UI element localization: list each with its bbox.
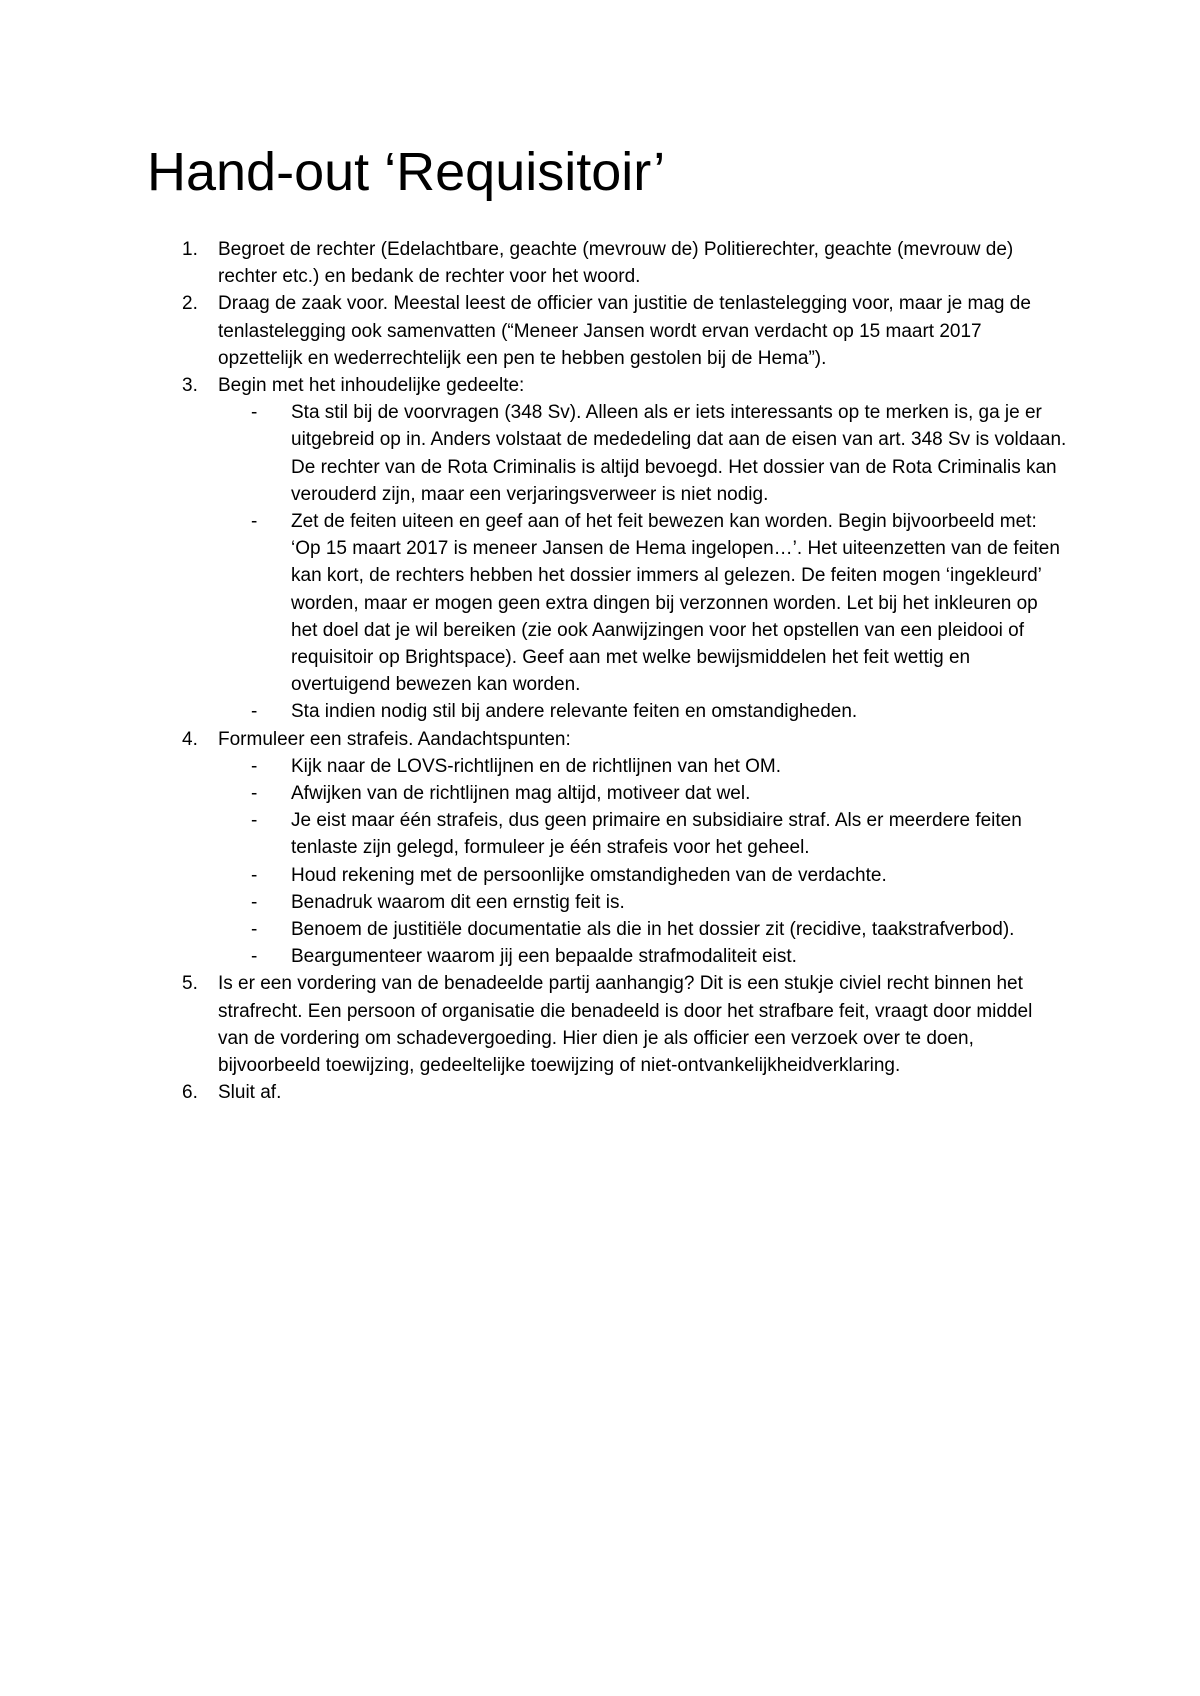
dash-bullet-icon: - [251,701,258,723]
list-item-number: 1. [182,239,198,260]
list-item-number: 5. [182,973,198,995]
sub-list-item [147,807,1067,861]
sub-list-item [147,943,1067,970]
dash-bullet-icon: - [251,783,258,805]
list-item-text: Begin met het inhoudelijke gedeelte: [218,375,525,397]
document-title: Hand-out ‘Requisitoir’ [147,142,666,202]
list-item [147,1079,1067,1106]
dash-bullet-icon: - [251,511,258,533]
sub-list-item-text: Sta indien nodig stil bij andere relevante feiten en omstandigheden. [291,701,858,723]
dash-bullet-icon: - [251,864,258,886]
list-item-text: Is er een vordering van de benadeelde partij aanhangig? Dit is een stukje civiel recht binnen het strafrecht. Een persoon of organisatie die benadeeld is door het strafbare feit, vraagt door middel van de vordering om schadevergoeding. Hier dien je als officier een verzoek over te doen, bijvoorbeeld toewijzing, gedeeltelijke toewijzing of niet-ontvankelijkheidverklaring. [218,973,1033,1077]
numbered-list [147,236,1067,1107]
dash-bullet-icon: - [251,402,258,424]
sub-list-item [147,753,1067,780]
list-item [147,970,1067,1079]
sub-list-item-text: Kijk naar de LOVS-richtlijnen en de richtlijnen van het OM. [291,755,782,777]
list-item [147,290,1067,372]
dash-bullet-icon: - [251,946,258,968]
dash-bullet-icon: - [251,891,258,913]
list-item-text: Formuleer een strafeis. Aandachtspunten: [218,728,571,750]
sub-list-item-text: Afwijken van de richtlijnen mag altijd, motiveer dat wel. [291,783,751,805]
list-item [147,372,1067,399]
sub-list-item [147,399,1067,508]
sub-list-item [147,698,1067,725]
sub-list-item [147,780,1067,807]
sub-list-item [147,862,1067,889]
sub-list-item [147,889,1067,916]
list-item [147,236,1067,290]
sub-list-item-text: Je eist maar één strafeis, dus geen primaire en subsidiaire straf. Als er meerdere feiten tenlaste zijn gelegd, formuleer je één strafeis voor het geheel. [291,810,1022,859]
dash-bullet-icon: - [251,755,258,777]
sub-list-item-text: Benoem de justitiële documentatie als die in het dossier zit (recidive, taakstrafverbod). [291,919,1015,941]
list-item-number: 4. [182,728,198,750]
list-item-text: Draag de zaak voor. Meestal leest de officier van justitie de tenlastelegging voor, maar je mag de tenlastelegging ook samenvatten (“Meneer Jansen wordt ervan verdacht op 15 maart 2017 opzettelijk en wederrechtelijk een pen te hebben gestolen bij de Hema”). [218,293,1031,369]
sub-list-item-text: Beargumenteer waarom jij een bepaalde strafmodaliteit eist. [291,946,797,968]
sub-list-item [147,508,1067,698]
list-item-number: 3. [182,375,198,397]
dash-bullet-icon: - [251,810,258,832]
sub-list-item [147,916,1067,943]
list-item-text: Begroet de rechter (Edelachtbare, geachte (mevrouw de) Politierechter, geachte (mevrouw de) rechter etc.) en bedank de rechter voor het woord. [218,239,1014,288]
list-item [147,726,1067,753]
sub-list-item-text: Houd rekening met de persoonlijke omstandigheden van de verdachte. [291,864,887,886]
sub-list-item-text: Zet de feiten uiteen en geef aan of het feit bewezen kan worden. Begin bijvoorbeeld met: ‘Op 15 maart 2017 is meneer Jansen de Hema ingelopen…’. Het uiteenzetten van de feiten kan kort, de rechters hebben het dossier immers al gelezen. De feiten mogen ‘ingekleurd’ worden, maar er mogen geen extra dingen bij verzonnen worden. Let bij het inkleuren op het doel dat je wil bereiken (zie ook Aanwijzingen voor het opstellen van een pleidooi of requisitoir op Brightspace). Geef aan met welke bewijsmiddelen het feit wettig en overtuigend bewezen kan worden. [291,511,1060,696]
list-item-text: Sluit af. [218,1082,282,1104]
list-item-number: 6. [182,1082,198,1104]
list-item-number: 2. [182,293,198,315]
sub-list-item-text: Benadruk waarom dit een ernstig feit is. [291,891,625,913]
dash-bullet-icon: - [251,919,258,941]
sub-list-item-text: Sta stil bij de voorvragen (348 Sv). Alleen als er iets interessants op te merken is, ga je er uitgebreid op in. Anders volstaat de mededeling dat aan de eisen van art. 348 Sv is voldaan. De rechter van de Rota Criminalis is altijd bevoegd. Het dossier van de Rota Criminalis kan verouderd zijn, maar een verjaringsverweer is niet nodig. [291,402,1067,505]
